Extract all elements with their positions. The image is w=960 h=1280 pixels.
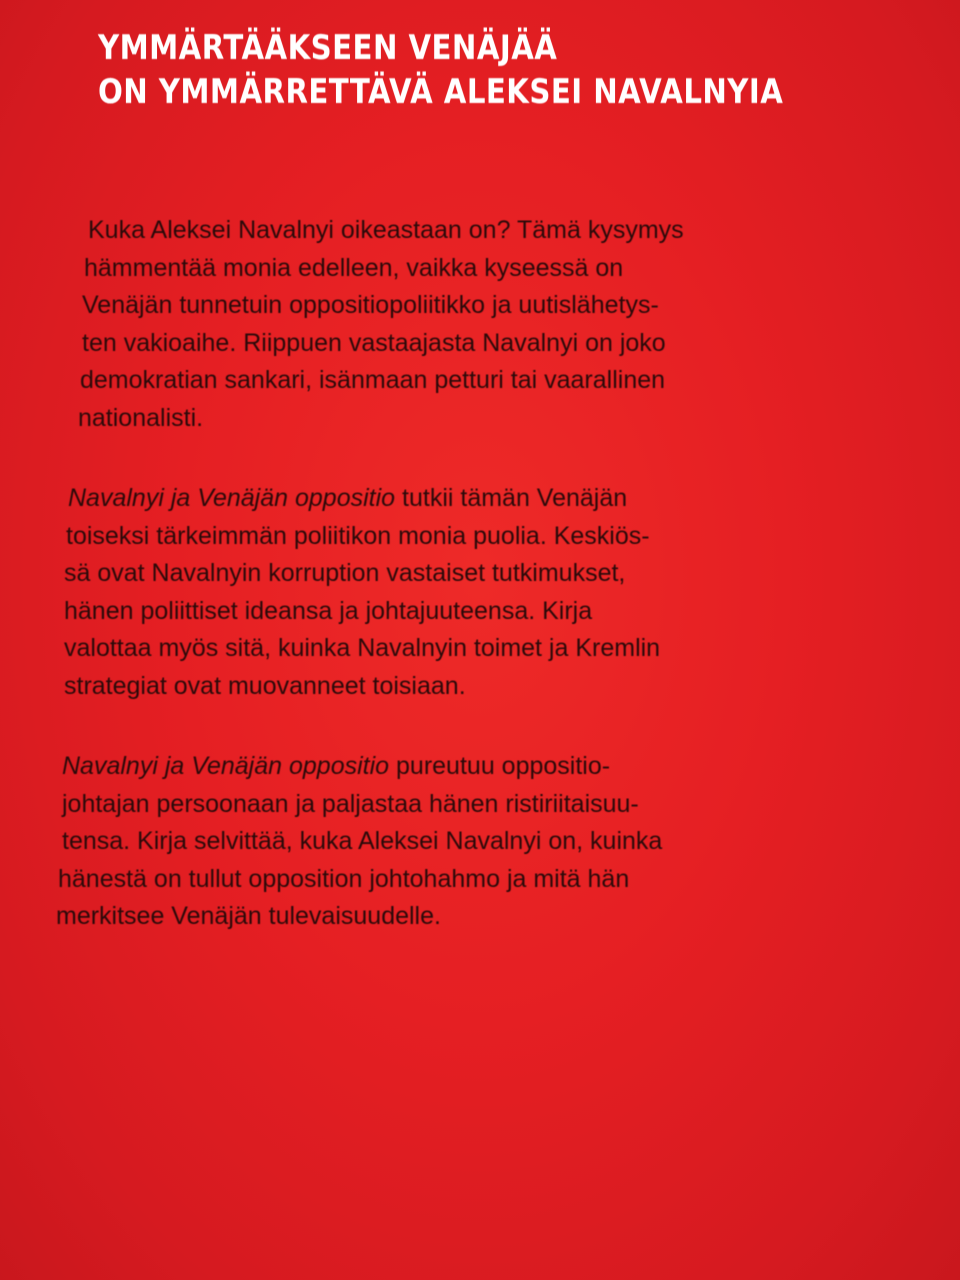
paragraph-3-line: merkitsee Venäjän tulevaisuudelle. bbox=[56, 902, 441, 930]
paragraph-3-first-line-rest: pureutuu oppositio- bbox=[389, 752, 611, 780]
paragraph-1-line: Venäjän tunnetuin oppositiopoliitikko ja uutislähetys- bbox=[82, 291, 659, 319]
paragraph-3-line: johtajan persoonaan ja paljastaa hänen ristiriitaisuu- bbox=[62, 789, 639, 818]
paragraph-2-first-line-rest: tutkii tämän Venäjän bbox=[395, 484, 628, 512]
headline-line-1: YMMÄRTÄÄKSEEN VENÄJÄÄ bbox=[98, 28, 558, 68]
headline-line-2: ON YMMÄRRETTÄVÄ ALEKSEI NAVALNYIA bbox=[98, 72, 784, 112]
blurb-text bbox=[56, 212, 884, 936]
paragraph-3-line: hänestä on tullut opposition johtohahmo ja mitä hän bbox=[58, 864, 630, 893]
paragraph-2-first-line bbox=[68, 480, 884, 518]
paragraph-3-line: tensa. Kirja selvittää, kuka Aleksei Navalnyi on, kuinka bbox=[62, 827, 663, 855]
paragraph-1-line: hämmentää monia edelleen, vaikka kyseessä on bbox=[84, 253, 624, 282]
blurb-paragraph-1 bbox=[64, 212, 884, 437]
paragraph-2-line: valottaa myös sitä, kuinka Navalnyin toimet ja Kremlin bbox=[64, 634, 661, 662]
paragraph-2-line: sä ovat Navalnyin korruption vastaiset tutkimukset, bbox=[64, 559, 626, 587]
book-title-italic: Navalnyi ja Venäjän oppositio bbox=[68, 484, 396, 512]
paragraph-1-line: demokratian sankari, isänmaan petturi tai vaarallinen bbox=[80, 366, 666, 394]
paragraph-2-line: strategiat ovat muovanneet toisiaan. bbox=[64, 671, 466, 700]
paragraph-1-line: ten vakioaihe. Riippuen vastaajasta Navalnyi on joko bbox=[82, 328, 666, 357]
paragraph-1-line: nationalisti. bbox=[78, 403, 204, 432]
paragraph-1-line: Kuka Aleksei Navalnyi oikeastaan on? Tämä kysymys bbox=[88, 216, 684, 244]
paragraph-3-first-line bbox=[62, 748, 884, 786]
paragraph-2-line: toiseksi tärkeimmän poliitikon monia puolia. Keskiös- bbox=[66, 521, 650, 550]
book-title-italic: Navalnyi ja Venäjän oppositio bbox=[62, 752, 390, 780]
blurb-paragraph-2 bbox=[64, 480, 884, 705]
cover-headline bbox=[98, 26, 803, 114]
blurb-paragraph-3 bbox=[56, 748, 884, 936]
paragraph-2-line: hänen poliittiset ideansa ja johtajuuteensa. Kirja bbox=[64, 596, 593, 625]
